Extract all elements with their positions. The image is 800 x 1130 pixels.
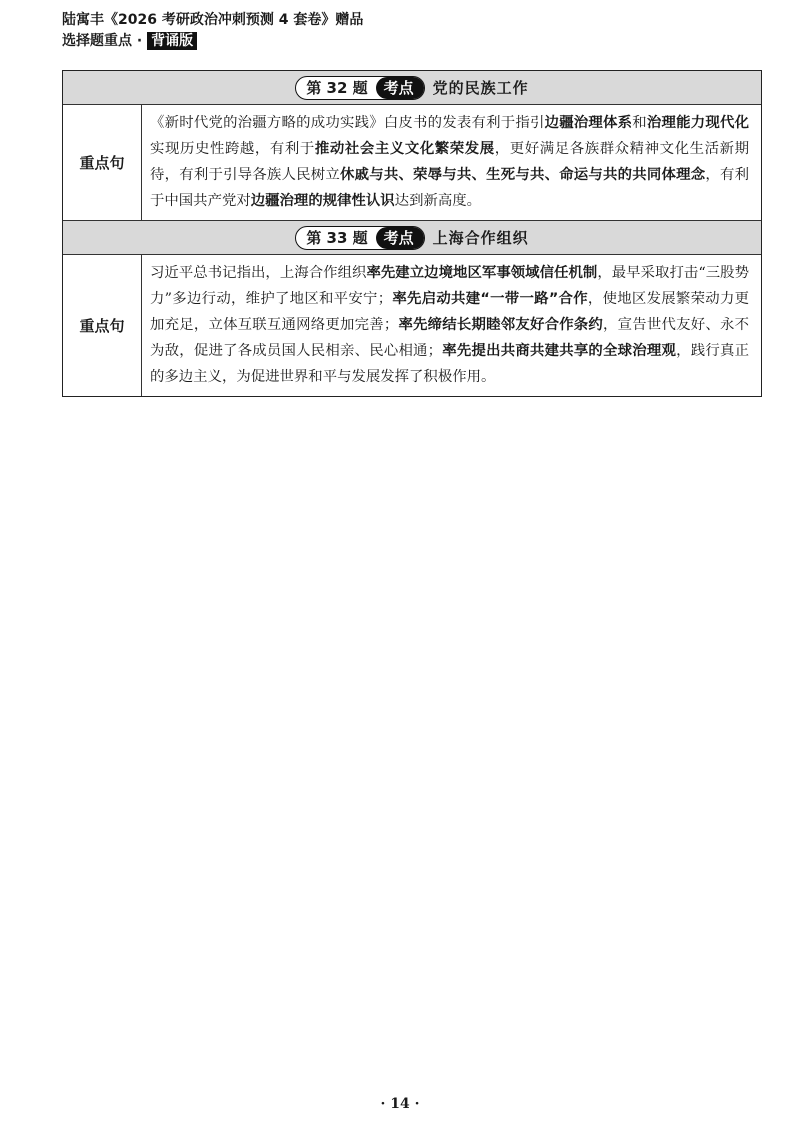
plain-text: ，践行真正的多边主义，为促进世界和平与发展发挥了积极作用。	[150, 343, 749, 385]
page-header	[62, 10, 762, 51]
question-pill	[295, 76, 424, 100]
subtitle-prefix: 选择题重点 ·	[62, 33, 143, 49]
question-number: 第 32 题	[306, 78, 368, 97]
emphasis-text: 率先启动共建“一带一路”合作	[392, 291, 588, 307]
plain-text: ，使地区发展繁荣动力更加充足，立体互联互通网络更加完善；	[150, 291, 750, 333]
section-name: 党的民族工作	[432, 79, 529, 97]
row-label: 重点句	[63, 255, 142, 396]
kaodian-badge: 考点	[376, 77, 424, 99]
book-title: 陆寓丰《2026 考研政治冲刺预测 4 套卷》赠品	[62, 12, 364, 28]
key-sentence-text	[142, 105, 761, 220]
header-subtitle	[62, 31, 762, 51]
emphasis-text: 治理能力现代化	[646, 115, 749, 131]
key-sentence-text	[142, 255, 761, 396]
plain-text: 实现历史性跨越，有利于	[150, 141, 315, 157]
emphasis-text: 率先建立边境地区军事领域信任机制	[366, 265, 598, 281]
row-label: 重点句	[63, 105, 142, 220]
plain-text: ，有利于中国共产党对	[150, 167, 749, 209]
key-sentence-row-33	[63, 255, 761, 396]
question-pill	[295, 226, 424, 250]
emphasis-text: 推动社会主义文化繁荣发展	[314, 141, 495, 157]
plain-text: 和	[632, 115, 647, 131]
plain-text: 《新时代党的治疆方略的成功实践》白皮书的发表有利于指引	[150, 115, 545, 131]
subtitle-tag: 背诵版	[147, 32, 197, 50]
section-title-32	[63, 71, 761, 105]
plain-text: ，更好满足各族群众精神文化生活新期待，有利于引导各族人民树立	[150, 141, 749, 183]
plain-text: 习近平总书记指出，上海合作组织	[150, 265, 367, 281]
key-points-table	[62, 70, 762, 397]
emphasis-text: 率先缔结长期睦邻友好合作条约	[398, 317, 604, 333]
emphasis-text: 率先提出共商共建共享的全球治理观	[442, 343, 677, 359]
plain-text: 达到新高度。	[394, 193, 482, 209]
plain-text: ，最早采取打击“三股势力”多边行动，维护了地区和平安宁；	[150, 265, 749, 307]
key-sentence-row-32	[63, 105, 761, 221]
emphasis-text: 边疆治理体系	[544, 115, 633, 131]
emphasis-text: 边疆治理的规律性认识	[250, 193, 395, 209]
emphasis-text: 休戚与共、荣辱与共、生死与共、命运与共的共同体理念	[339, 167, 706, 183]
section-title-33	[63, 221, 761, 255]
plain-text: ，宣告世代友好、永不为敌，促进了各成员国人民相亲、民心相通；	[150, 317, 749, 359]
question-number: 第 33 题	[306, 228, 368, 247]
kaodian-badge: 考点	[376, 227, 424, 249]
section-name: 上海合作组织	[432, 229, 529, 247]
page-number: · 14 ·	[380, 1096, 420, 1112]
